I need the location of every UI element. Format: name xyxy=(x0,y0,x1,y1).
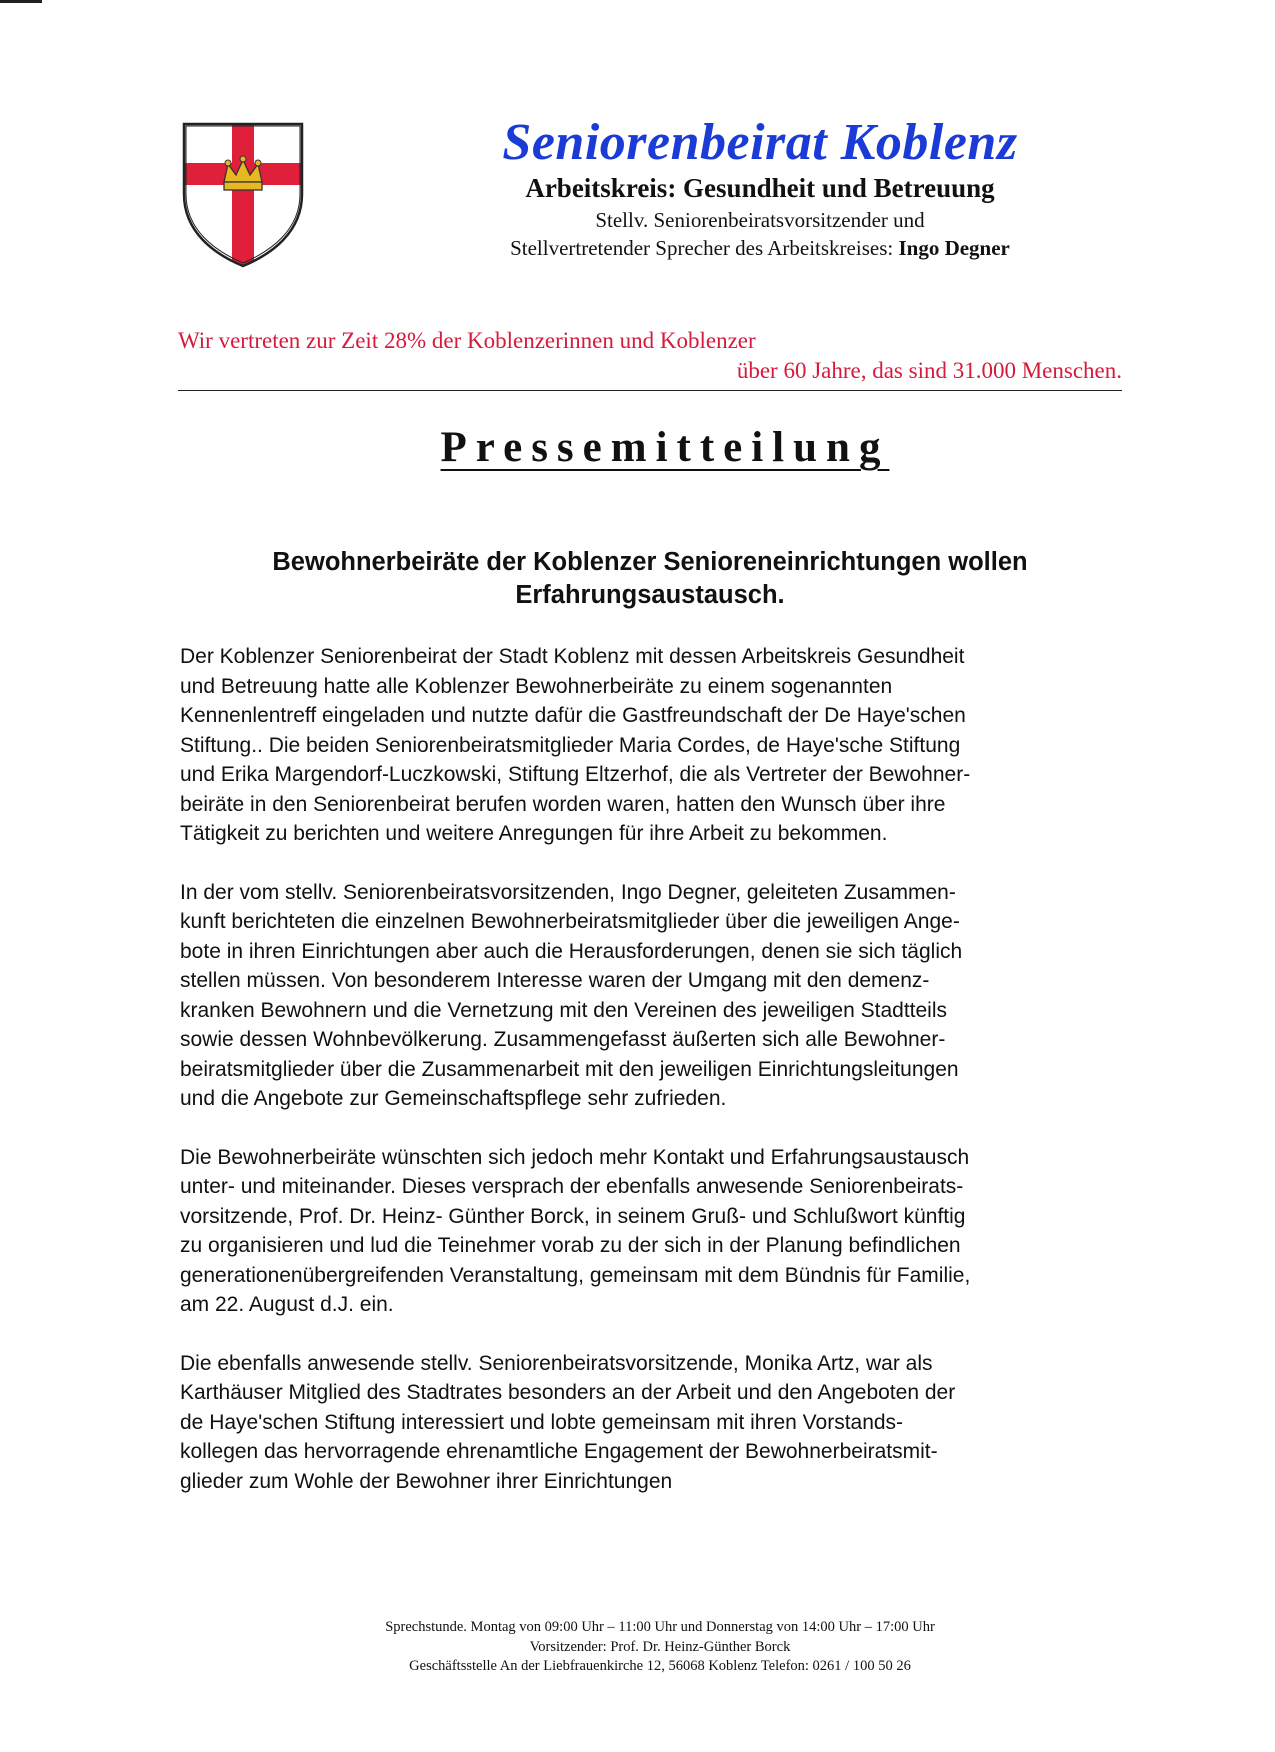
headline-line-1: Bewohnerbeiräte der Koblenzer Senioreneinrichtungen wollen xyxy=(272,548,1028,576)
paragraph-line: kollegen das hervorragende ehrenamtliche Engagement der Bewohnerbeiratsmit- xyxy=(180,1440,938,1463)
paragraph-line: Kennenlentreff eingeladen und nutzte dafür die Gastfreundschaft der De Haye'schen xyxy=(180,704,966,727)
letterhead xyxy=(440,112,1080,262)
scan-edge-mark xyxy=(0,0,42,3)
paragraph-line: unter- und miteinander. Dieses versprach der ebenfalls anwesende Seniorenbeirats- xyxy=(180,1175,964,1198)
paragraph-line: vorsitzende, Prof. Dr. Heinz- Günther Borck, in seinem Gruß- und Schlußwort künftig xyxy=(180,1204,966,1228)
paragraph-line: beiräte in den Seniorenbeirat berufen worden waren, hatten den Wunsch über ihre xyxy=(180,792,946,816)
paragraph-line: glieder zum Wohle der Bewohner ihrer Einrichtungen xyxy=(180,1469,673,1493)
paragraph-line: Stiftung.. Die beiden Seniorenbeiratsmitglieder Maria Cordes, de Haye'sche Stiftung xyxy=(180,733,961,757)
paragraph-line: Karthäuser Mitglied des Stadtrates besonders an der Arbeit und den Angeboten der xyxy=(180,1381,956,1404)
paragraph-line: generationenübergreifenden Veranstaltung, gemeinsam mit dem Bündnis für Familie, xyxy=(180,1263,971,1287)
paragraph-line: und Erika Margendorf-Luczkowski, Stiftung Eltzerhof, die als Vertreter der Bewohner- xyxy=(180,763,971,786)
representation-statement-line-1: Wir vertreten zur Zeit 28% der Koblenzerinnen und Koblenzer xyxy=(178,328,756,353)
koblenz-coat-of-arms-icon xyxy=(180,120,306,268)
paragraph-line: kranken Bewohnern und die Vernetzung mit den Vereinen des jeweiligen Stadtteils xyxy=(180,998,948,1022)
organization-title: Seniorenbeirat Koblenz xyxy=(502,114,1018,171)
footer xyxy=(260,1618,1060,1677)
paragraph-line: stellen müssen. Von besonderem Interesse waren der Umgang mit den demenz- xyxy=(180,969,930,992)
paragraph-line: Die ebenfalls anwesende stellv. Seniorenbeiratsvorsitzende, Monika Artz, war als xyxy=(180,1351,933,1375)
paragraph-line: und die Angebote zur Gemeinschaftspflege sehr zufrieden. xyxy=(180,1087,727,1110)
paragraph-4 xyxy=(180,1349,1130,1497)
speaker-name: Ingo Degner xyxy=(898,236,1010,260)
paragraph-line: kunft berichteten die einzelnen Bewohnerbeiratsmitglieder über die jeweiligen Ange- xyxy=(180,910,960,933)
paragraph-line: Tätigkeit zu berichten und weitere Anregungen für ihre Arbeit zu bekommen. xyxy=(180,822,888,845)
subtitle-line-2 xyxy=(440,234,1080,262)
headline-line-2: Erfahrungsaustausch. xyxy=(515,581,785,609)
office-hours: Sprechstunde. Montag von 09:00 Uhr – 11:00 Uhr und Donnerstag von 14:00 Uhr – 17:00 Uhr xyxy=(385,1619,935,1635)
header-divider xyxy=(178,390,1122,391)
paragraph-1 xyxy=(180,642,1130,849)
subtitle-line-1: Stellv. Seniorenbeiratsvorsitzender und xyxy=(595,208,925,232)
chairman: Vorsitzender: Prof. Dr. Heinz-Günther Borck xyxy=(529,1638,791,1655)
paragraph-line: Die Bewohnerbeiräte wünschten sich jedoch mehr Kontakt und Erfahrungsaustausch xyxy=(180,1145,970,1169)
representation-statement-line-2: über 60 Jahre, das sind 31.000 Menschen. xyxy=(736,358,1122,383)
subtitle-role: Stellvertretender Sprecher des Arbeitskreises: xyxy=(510,236,899,260)
paragraph-line: zu organisieren und lud die Teinehmer vorab zu der sich in der Planung befindlichen xyxy=(180,1234,961,1257)
paragraph-3 xyxy=(180,1143,1130,1320)
office-address: Geschäftsstelle An der Liebfrauenkirche 12, 56068 Koblenz Telefon: 0261 / 100 50 26 xyxy=(409,1658,911,1674)
paragraph-2 xyxy=(180,878,1130,1114)
paragraph-line: sowie dessen Wohnbevölkerung. Zusammengefasst äußerten sich alle Bewohner- xyxy=(180,1028,946,1051)
crown-icon xyxy=(224,156,262,190)
working-group-title: Arbeitskreis: Gesundheit und Betreuung xyxy=(525,173,995,203)
paragraph-line: Der Koblenzer Seniorenbeirat der Stadt Koblenz mit dessen Arbeitskreis Gesundheit xyxy=(180,645,965,668)
paragraph-line: In der vom stellv. Seniorenbeiratsvorsitzenden, Ingo Degner, geleiteten Zusammen- xyxy=(180,880,956,904)
paragraph-line: de Haye'schen Stiftung interessiert und lobte gemeinsam mit ihren Vorstands- xyxy=(180,1410,904,1434)
paragraph-line: am 22. August d.J. ein. xyxy=(180,1293,394,1316)
paragraph-line: bote in ihren Einrichtungen aber auch die Herausforderungen, denen sie sich täglich xyxy=(180,939,963,963)
article-body xyxy=(180,642,1130,1525)
press-release-title: Pressemitteilung xyxy=(440,424,890,471)
paragraph-line: beiratsmitglieder über die Zusammenarbeit mit den jeweiligen Einrichtungsleitungen xyxy=(180,1057,959,1081)
article-headline xyxy=(178,546,1122,612)
paragraph-line: und Betreuung hatte alle Koblenzer Bewohnerbeiräte zu einem sogenannten xyxy=(180,674,893,698)
